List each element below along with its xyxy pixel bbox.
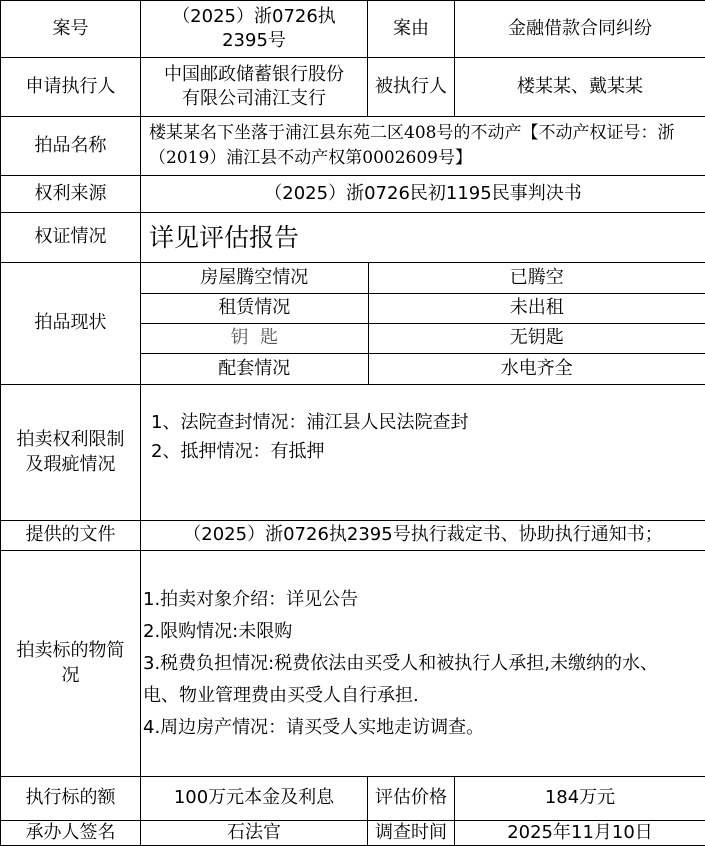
restrictions-label: [1, 385, 141, 521]
parties-row: [1, 58, 705, 117]
status-row: [1, 263, 705, 385]
sign-row: [1, 821, 705, 846]
appraisal-value: 184万元: [455, 777, 705, 821]
subject-line4: 4.周边房产情况：请买受人实地走访调查。: [143, 712, 701, 744]
status-item-name: 租赁情况: [141, 293, 368, 323]
certificate-label: 权证情况: [1, 213, 141, 263]
applicant-line1: 中国邮政储蓄银行股份: [141, 63, 367, 87]
respondent-label: 被执行人: [368, 58, 455, 117]
status-item-value: 已腾空: [368, 263, 705, 293]
right-source-value: （2025）浙0726民初1195民事判决书: [141, 176, 705, 213]
appraisal-label: 评估价格: [368, 777, 455, 821]
restrictions-line2: 2、抵押情况：有抵押: [151, 438, 705, 467]
status-item: [141, 324, 705, 354]
subject-label: [1, 551, 141, 777]
status-item-value: 未出租: [368, 293, 705, 323]
restrictions-label-line1: 拍卖权利限制: [1, 428, 140, 452]
item-name-label: 拍品名称: [1, 117, 141, 176]
respondent-value: 楼某某、戴某某: [455, 58, 705, 117]
subject-row: [1, 551, 705, 777]
amount-label: 执行标的额: [1, 777, 141, 821]
subject-line2: 2.限购情况:未限购: [143, 616, 701, 648]
right-source-label: 权利来源: [1, 176, 141, 213]
status-item-name: 房屋腾空情况: [141, 263, 368, 293]
restrictions-label-line2: 及瑕疵情况: [1, 453, 140, 477]
applicant-label: 申请执行人: [1, 58, 141, 117]
restrictions-value: [141, 385, 705, 521]
restrictions-line1: 1、法院查封情况：浦江县人民法院查封: [151, 409, 705, 438]
status-item: [141, 354, 705, 384]
subject-line3: [143, 648, 701, 680]
status-subtable: [141, 263, 705, 384]
case-cause-value: 金融借款合同纠纷: [455, 1, 705, 58]
status-item-name: 配套情况: [141, 354, 368, 384]
status-item-name: 钥 匙: [141, 324, 368, 354]
subject-label-line2: 况: [1, 664, 140, 688]
case-number-label: 案号: [1, 1, 141, 58]
status-item: [141, 263, 705, 293]
subject-line3-part2: 未缴纳的水、: [550, 653, 658, 674]
applicant-line2: 有限公司浦江支行: [141, 87, 367, 111]
certificate-row: [1, 213, 705, 263]
status-item-value: 无钥匙: [368, 324, 705, 354]
right-source-row: [1, 176, 705, 213]
status-item: [141, 293, 705, 323]
status-subtable-cell: [141, 263, 705, 385]
date-value: 2025年11月10日: [455, 821, 705, 846]
case-row: [1, 1, 705, 58]
subject-label-line1: 拍卖标的物简: [1, 639, 140, 663]
amount-value: 100万元本金及利息: [141, 777, 368, 821]
restrictions-row: [1, 385, 705, 521]
subject-line3-continued: 电、物业管理费由买受人自行承担.: [143, 680, 701, 712]
status-label: 拍品现状: [1, 263, 141, 385]
case-cause-label: 案由: [368, 1, 455, 58]
item-name-row: [1, 117, 705, 176]
applicant-value: [141, 58, 368, 117]
documents-label: 提供的文件: [1, 521, 141, 551]
case-number-line1: （2025）浙0726执: [141, 5, 367, 29]
date-label: 调查时间: [368, 821, 455, 846]
documents-value: （2025）浙0726执2395号执行裁定书、协助执行通知书；: [141, 521, 705, 551]
subject-line3-part1: 3.税费负担情况:税费依法由买受人和被执行人承担,: [143, 653, 550, 674]
certificate-value: 详见评估报告: [141, 213, 705, 263]
sign-value: 石法官: [141, 821, 368, 846]
subject-line1: 1.拍卖对象介绍：详见公告: [143, 584, 701, 616]
status-item-value: 水电齐全: [368, 354, 705, 384]
subject-value: [141, 551, 705, 777]
case-number-line2: 2395号: [141, 29, 367, 53]
sign-label: 承办人签名: [1, 821, 141, 846]
documents-row: [1, 521, 705, 551]
amount-row: [1, 777, 705, 821]
item-name-value: 楼某某名下坐落于浦江县东苑二区408号的不动产【不动产权证号：浙（2019）浦江县不动产权第0002609号】: [141, 117, 705, 176]
case-number-value: [141, 1, 368, 58]
